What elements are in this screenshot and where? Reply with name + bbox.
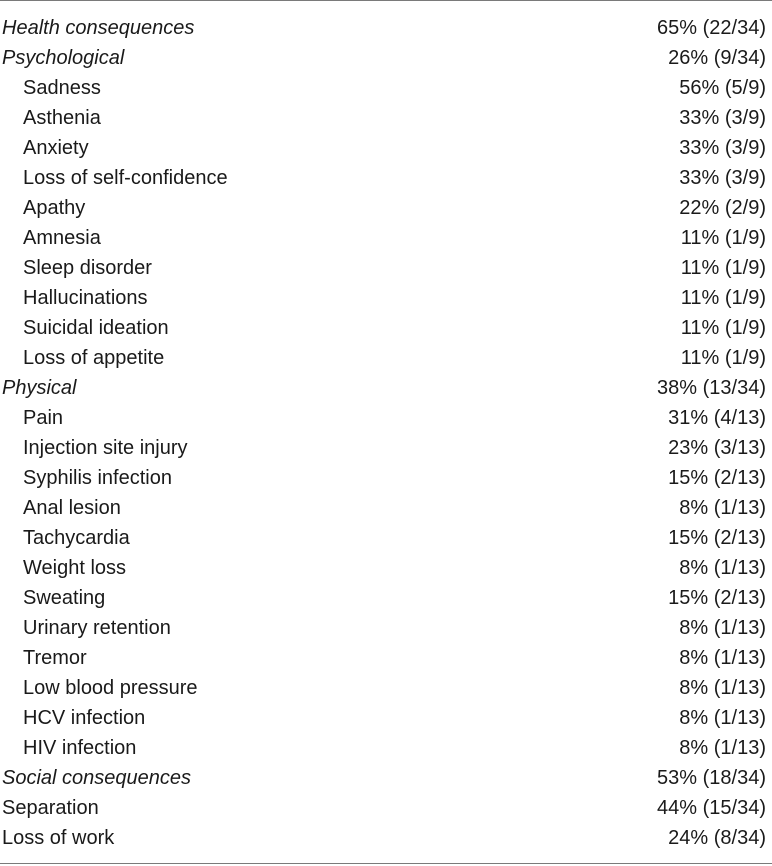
row-label: Amnesia (23, 227, 101, 249)
row-label: Urinary retention (23, 617, 171, 639)
row-value: 8% (1/13) (679, 737, 766, 759)
row-value: 15% (2/13) (668, 527, 766, 549)
row-label: Physical (2, 377, 77, 399)
row-label: Weight loss (23, 557, 127, 579)
row-label: Syphilis infection (23, 467, 172, 489)
row-value: 33% (3/9) (679, 167, 766, 189)
row-value: 11% (1/9) (680, 287, 766, 309)
table-row (0, 283, 772, 313)
row-label: HCV infection (23, 707, 146, 729)
table-row (0, 793, 772, 823)
row-value: 56% (5/9) (679, 77, 766, 99)
table-row (0, 133, 772, 163)
table-row (0, 463, 772, 493)
row-label: Anxiety (23, 137, 89, 159)
row-value: 33% (3/9) (679, 137, 766, 159)
row-value: 8% (1/13) (679, 647, 766, 669)
table-row (0, 433, 772, 463)
row-label: Separation (2, 797, 99, 819)
table-row (0, 313, 772, 343)
table-grid (0, 13, 772, 853)
row-value: 23% (3/13) (668, 437, 766, 459)
table-row (0, 703, 772, 733)
row-label: Loss of self-confidence (23, 167, 228, 189)
row-label: Injection site injury (23, 437, 188, 459)
table-row (0, 103, 772, 133)
table-row (0, 733, 772, 763)
table-row (0, 253, 772, 283)
row-value: 38% (13/34) (657, 377, 766, 399)
row-value: 31% (4/13) (668, 407, 766, 429)
row-value: 15% (2/13) (668, 587, 766, 609)
row-value: 26% (9/34) (668, 47, 766, 69)
bottom-rule (0, 863, 772, 864)
row-value: 11% (1/9) (680, 257, 766, 279)
row-label: Low blood pressure (23, 677, 198, 699)
row-value: 22% (2/9) (679, 197, 766, 219)
row-value: 11% (1/9) (680, 347, 766, 369)
row-value: 8% (1/13) (679, 617, 766, 639)
row-value: 8% (1/13) (679, 497, 766, 519)
table-row (0, 343, 772, 373)
row-label: HIV infection (23, 737, 137, 759)
row-value: 24% (8/34) (668, 827, 766, 849)
table-row (0, 673, 772, 703)
row-label: Sweating (23, 587, 106, 609)
table-row (0, 613, 772, 643)
table-row (0, 193, 772, 223)
table-row (0, 13, 772, 43)
row-label: Psychological (2, 47, 125, 69)
row-value: 53% (18/34) (657, 767, 766, 789)
table-row (0, 43, 772, 73)
table-body (0, 13, 772, 853)
row-label: Social consequences (2, 767, 192, 789)
row-label: Apathy (23, 197, 86, 219)
row-label: Asthenia (23, 107, 101, 129)
row-label: Suicidal ideation (23, 317, 169, 339)
table-row (0, 223, 772, 253)
table-row (0, 373, 772, 403)
row-value: 8% (1/13) (679, 707, 766, 729)
row-value: 65% (22/34) (657, 17, 766, 39)
table-row (0, 523, 772, 553)
top-rule (0, 0, 772, 1)
row-value: 11% (1/9) (680, 227, 766, 249)
row-label: Hallucinations (23, 287, 148, 309)
row-label: Loss of appetite (23, 347, 165, 369)
row-label: Tremor (23, 647, 87, 669)
table-row (0, 493, 772, 523)
row-value: 44% (15/34) (657, 797, 766, 819)
table-row (0, 823, 772, 853)
row-label: Health consequences (2, 17, 195, 39)
row-label: Loss of work (2, 827, 115, 849)
row-label: Tachycardia (23, 527, 130, 549)
row-value: 8% (1/13) (679, 677, 766, 699)
table-row (0, 73, 772, 103)
table-row (0, 763, 772, 793)
table-row (0, 583, 772, 613)
row-label: Sleep disorder (23, 257, 152, 279)
table-row (0, 163, 772, 193)
row-value: 33% (3/9) (679, 107, 766, 129)
row-label: Pain (23, 407, 64, 429)
row-label: Sadness (23, 77, 101, 99)
row-value: 15% (2/13) (668, 467, 766, 489)
row-label: Anal lesion (23, 497, 121, 519)
table-row (0, 403, 772, 433)
table-row (0, 643, 772, 673)
table-row (0, 553, 772, 583)
row-value: 11% (1/9) (680, 317, 766, 339)
row-value: 8% (1/13) (679, 557, 766, 579)
